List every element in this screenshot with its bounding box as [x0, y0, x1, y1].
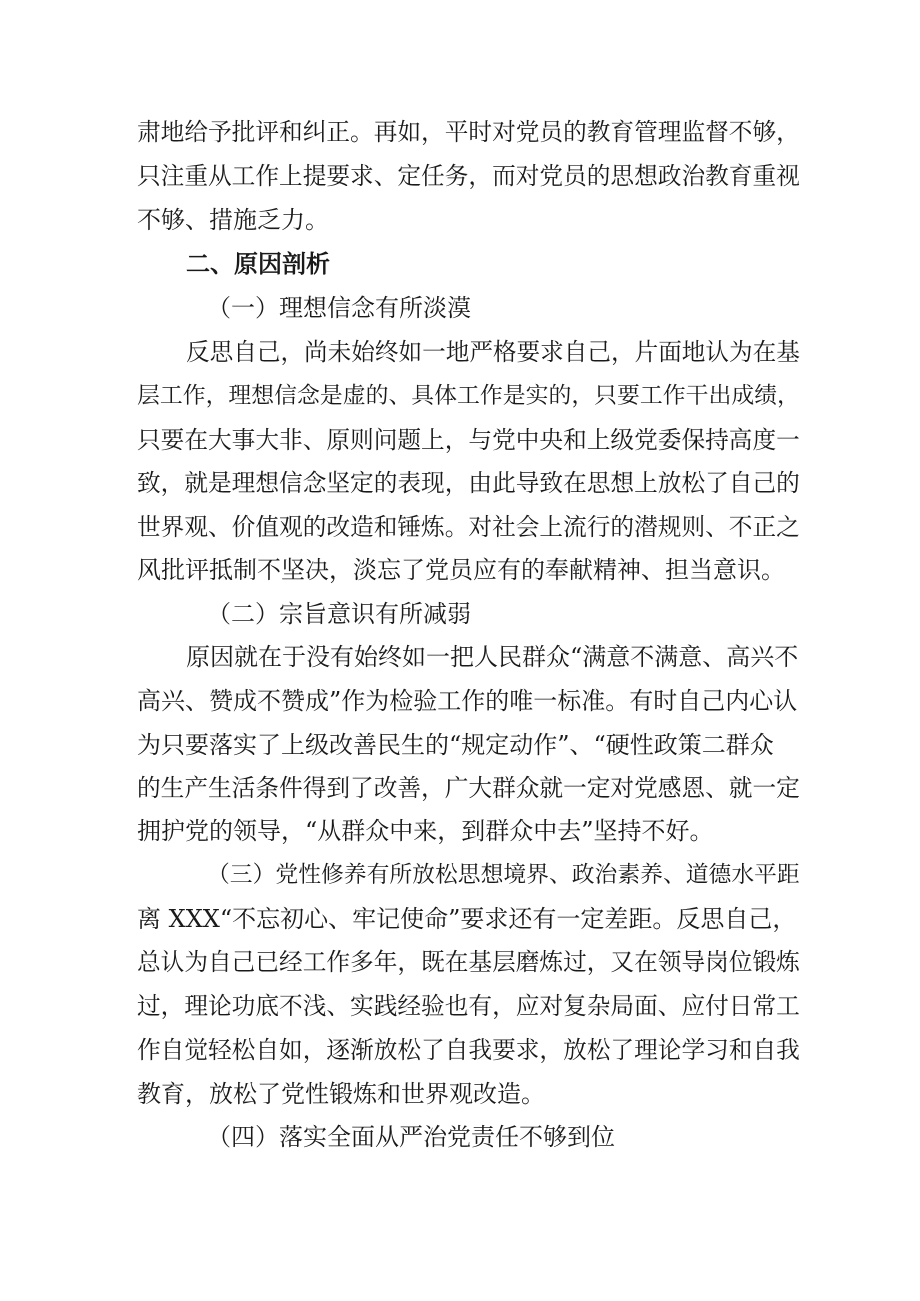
paragraph-line: 过，理论功底不浅、实践经验也有，应对复杂局面、应付日常工	[137, 992, 800, 1020]
subsection-heading: （四）落实全面从严治党责任不够到位	[207, 1123, 615, 1151]
paragraph-line: 只要在大事大非、原则问题上，与党中央和上级党委保持高度一	[137, 426, 800, 454]
paragraph-line: 世界观、价值观的改造和锤炼。对社会上流行的潜规则、不正之	[137, 513, 800, 541]
section-heading: 二、原因剖析	[186, 250, 330, 278]
subsection-heading: （一）理想信念有所淡漠	[207, 294, 471, 322]
paragraph-line: 反思自己，尚未始终如一地严格要求自己，片面地认为在基	[186, 338, 800, 366]
paragraph-line: 的生产生活条件得到了改善，广大群众就一定对党感恩、就一定	[137, 774, 800, 802]
paragraph-line: 为只要落实了上级改善民生的“规定动作”、“硬性政策二群众	[137, 731, 774, 759]
subsection-heading: （二）宗旨意识有所减弱	[207, 600, 471, 628]
paragraph-line: 风批评抵制不坚决，淡忘了党员应有的奉献精神、担当意识。	[137, 556, 785, 584]
paragraph-line: 致，就是理想信念坚定的表现，由此导致在思想上放松了自己的	[137, 469, 800, 497]
paragraph-line: 总认为自己已经工作多年，既在基层磨炼过，又在领导岗位锻炼	[137, 948, 800, 976]
paragraph-line: 拥护党的领导，“从群众中来，到群众中去”坚持不好。	[137, 817, 714, 845]
paragraph-line: 层工作，理想信念是虚的、具体工作是实的，只要工作干出成绩，	[137, 383, 800, 409]
paragraph-line: 只注重从工作上提要求、定任务，而对党员的思想政治教育重视	[137, 162, 800, 190]
paragraph-line: 离 XXX“不忘初心、牢记使命”要求还有一定差距。反思自己，	[137, 905, 797, 933]
paragraph-line: 作自觉轻松自如，逐渐放松了自我要求，放松了理论学习和自我	[137, 1036, 800, 1064]
paragraph-line: 不够、措施乏力。	[137, 206, 329, 234]
paragraph-line: 肃地给予批评和纠正。再如，平时对党员的教育管理监督不够，	[137, 118, 800, 146]
paragraph-line: 高兴、赞成不赞成”作为检验工作的唯一标准。有时自己内心认	[137, 687, 798, 715]
paragraph-line: 教育，放松了党性锻炼和世界观改造。	[137, 1080, 545, 1108]
subsection-heading: （三）党性修养有所放松思想境界、政治素养、道德水平距	[207, 862, 800, 888]
paragraph-line: 原因就在于没有始终如一把人民群众“满意不满意、高兴不	[186, 643, 799, 671]
